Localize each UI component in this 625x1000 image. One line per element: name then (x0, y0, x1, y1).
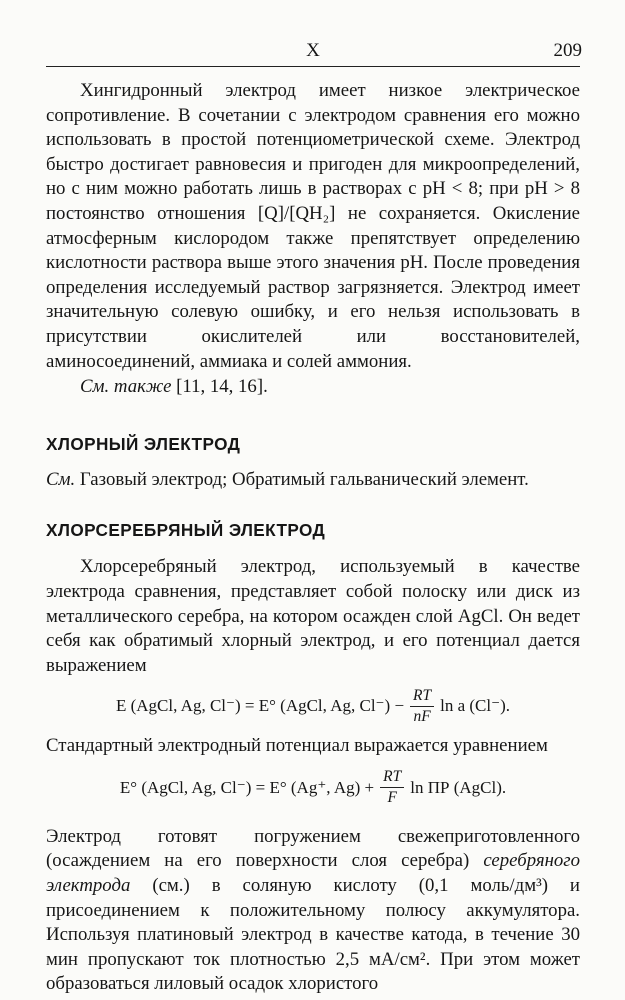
silver-chloride-text-3a: Электрод готовят погружением свежеприготовленного (осаждением на его поверхности слоя серебра) (46, 825, 580, 872)
silver-chloride-electrode-heading: ХЛОРСЕРЕБРЯНЫЙ ЭЛЕКТРОД (46, 520, 326, 541)
formula-standard-potential (46, 759, 580, 817)
formula-electrode-potential (46, 678, 580, 734)
formula-2-lhs: E° (AgCl, Ag, Cl⁻) = E° (Ag⁺, Ag) + (119, 777, 375, 797)
formula-2-rhs: ln ПР (AgCl). (410, 777, 507, 797)
chlorine-electrode-heading: ХЛОРНЫЙ ЭЛЕКТРОД (46, 433, 241, 454)
quinhydrone-text: Хингидронный электрод имеет низкое электрическое сопротивление. В сочетании с электродом сравнения его можно использовать в простой потенциометрической схеме. Электрод быстро достигает равновесия и пригоден для микроопределений, но с ним можно работать лишь в растворах с pH < 8; при pH > 8 постоянство отношения [Q]/[QH₂] не сохраняется. Окисление атмосферным кислородом также препятствует определению кислотности раствора выше этого значения pH. После проведения определения исследуемый раствор загрязняется. Электрод имеет значительную солевую ошибку, и его нельзя использовать в присутствии окислителей или восстановителей, аминосоединений, аммиака и солей аммония. (46, 80, 580, 372)
silver-chloride-text-3b: (см.) в соляную кислоту (0,1 моль/дм³) и присоединением к положительному полюсу аккумулятора. Используя платиновый электрод в качестве катода, в течение 30 мин пропускают ток плотностью 2,5 мА/см². При этом может образоваться лиловый осадок хлористого (46, 875, 580, 995)
formula-1-lhs: E (AgCl, Ag, Cl⁻) = E° (AgCl, Ag, Cl⁻) − (115, 696, 405, 716)
chlorine-electrode-see (46, 468, 580, 493)
silver-chloride-paragraph-2 (46, 734, 580, 759)
formula-2-denominator: F (387, 789, 397, 807)
running-header (46, 36, 580, 66)
silver-chloride-paragraph-1 (46, 555, 580, 678)
formula-1-numerator: RT (410, 687, 434, 707)
formula-1-fraction (410, 687, 434, 726)
formula-2-fraction (380, 768, 404, 807)
header-letter: X (306, 40, 320, 61)
silver-chloride-text-1: Хлорсеребряный электрод, используемый в качестве электрода сравнения, представляет собой полоску или диск из металлического серебра, на котором осажден слой AgCl. Он ведет себя как обратимый хлорный электрод, и его потенциал дается выражением (46, 556, 580, 676)
silver-chloride-paragraph-3 (46, 825, 580, 997)
quinhydrone-see-also (46, 375, 580, 400)
header-rule (46, 66, 580, 67)
quinhydrone-paragraph (46, 79, 580, 374)
formula-1-denominator: nF (413, 707, 431, 725)
see-also-refs: [11, 14, 16]. (176, 376, 268, 398)
formula-1-rhs: ln a (Cl⁻). (440, 696, 511, 716)
see-label: См. (46, 468, 76, 490)
formula-2-numerator: RT (380, 768, 404, 788)
page-number: 209 (553, 40, 582, 61)
see-cross-refs: Газовый электрод; Обратимый гальванический элемент. (79, 468, 529, 490)
see-also-label: См. также (80, 376, 172, 398)
book-page (46, 36, 580, 997)
silver-chloride-text-2: Стандартный электродный потенциал выражается уравнением (46, 735, 548, 757)
silver-electrode-cross-ref: серебряного электрода (46, 850, 580, 897)
